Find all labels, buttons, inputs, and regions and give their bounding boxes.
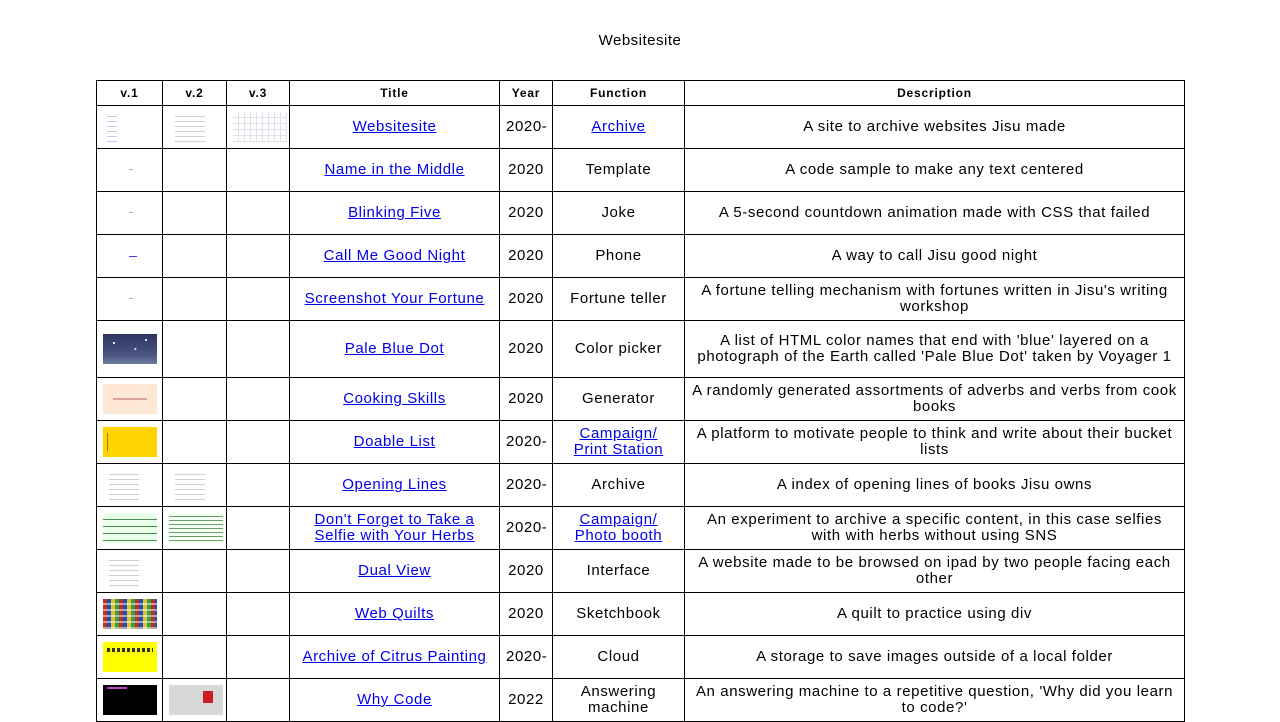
table-row xyxy=(97,636,1185,679)
description-cell: A way to call Jisu good night xyxy=(685,235,1185,278)
thumb-cell-v1 xyxy=(97,378,163,421)
thumb-cell-v2 xyxy=(163,636,227,679)
title-cell xyxy=(290,464,500,507)
thumb-cell-v3 xyxy=(227,464,290,507)
thumb-cell-v1 xyxy=(97,235,163,278)
year-cell: 2020- xyxy=(500,507,553,550)
thumbnail-v1[interactable] xyxy=(103,685,157,715)
page-title: Websitesite xyxy=(598,32,682,49)
function-cell xyxy=(553,507,685,550)
thumb-cell-v3 xyxy=(227,378,290,421)
title-cell xyxy=(290,507,500,550)
header-title: Title xyxy=(290,81,500,106)
description-cell: A website made to be browsed on ipad by two people facing each other xyxy=(685,550,1185,593)
description-cell: An answering machine to a repetitive question, 'Why did you learn to code?' xyxy=(685,679,1185,722)
header-v1: v.1 xyxy=(97,81,163,106)
thumbnail-v1[interactable] xyxy=(103,155,157,185)
thumb-cell-v2 xyxy=(163,149,227,192)
thumbnail-v1[interactable] xyxy=(103,112,157,142)
thumb-cell-v2 xyxy=(163,550,227,593)
year-cell: 2020- xyxy=(500,421,553,464)
thumb-cell-v1 xyxy=(97,149,163,192)
description-cell: A storage to save images outside of a local folder xyxy=(685,636,1185,679)
thumb-cell-v1 xyxy=(97,421,163,464)
thumbnail-v1[interactable] xyxy=(103,384,157,414)
title-link[interactable]: Screenshot Your Fortune xyxy=(304,290,485,307)
title-link[interactable]: Name in the Middle xyxy=(324,161,465,178)
title-cell xyxy=(290,378,500,421)
title-link[interactable]: Doable List xyxy=(353,433,436,450)
thumb-cell-v1 xyxy=(97,636,163,679)
header-row xyxy=(97,81,1185,106)
description-cell: A list of HTML color names that end with 'blue' layered on a photograph of the Earth called 'Pale Blue Dot' taken by Voyager 1 xyxy=(685,321,1185,378)
thumb-cell-v1 xyxy=(97,192,163,235)
header-v3: v.3 xyxy=(227,81,290,106)
thumbnail-v2[interactable] xyxy=(169,685,223,715)
function-link[interactable]: Archive xyxy=(591,118,646,135)
function-cell: Archive xyxy=(553,464,685,507)
function-cell: Generator xyxy=(553,378,685,421)
title-cell xyxy=(290,106,500,149)
description-cell: A randomly generated assortments of adverbs and verbs from cook books xyxy=(685,378,1185,421)
function-cell xyxy=(553,421,685,464)
title-cell xyxy=(290,321,500,378)
thumb-cell-v3 xyxy=(227,679,290,722)
title-cell xyxy=(290,278,500,321)
description-cell: A index of opening lines of books Jisu owns xyxy=(685,464,1185,507)
year-cell: 2020 xyxy=(500,192,553,235)
thumb-cell-v2 xyxy=(163,192,227,235)
title-cell xyxy=(290,593,500,636)
table-row xyxy=(97,106,1185,149)
function-cell: Sketchbook xyxy=(553,593,685,636)
thumb-cell-v3 xyxy=(227,106,290,149)
title-cell xyxy=(290,149,500,192)
thumbnail-v2[interactable] xyxy=(169,513,223,543)
thumb-cell-v1 xyxy=(97,550,163,593)
table-row xyxy=(97,149,1185,192)
year-cell: 2020- xyxy=(500,106,553,149)
function-cell: Cloud xyxy=(553,636,685,679)
title-link[interactable]: Dual View xyxy=(358,562,431,579)
thumb-cell-v2 xyxy=(163,235,227,278)
thumb-cell-v3 xyxy=(227,593,290,636)
description-cell: A code sample to make any text centered xyxy=(685,149,1185,192)
thumb-cell-v3 xyxy=(227,321,290,378)
function-cell xyxy=(553,106,685,149)
function-cell: Fortune teller xyxy=(553,278,685,321)
table-row xyxy=(97,235,1185,278)
title-line-2: Selfie with Your Herbs xyxy=(314,527,475,544)
function-link[interactable] xyxy=(575,511,663,544)
header-v2: v.2 xyxy=(163,81,227,106)
year-cell: 2020- xyxy=(500,636,553,679)
thumb-cell-v3 xyxy=(227,278,290,321)
year-cell: 2022 xyxy=(500,679,553,722)
thumb-cell-v2 xyxy=(163,278,227,321)
title-link[interactable]: Cooking Skills xyxy=(343,390,446,407)
thumbnail-v1[interactable] xyxy=(103,599,157,629)
thumb-cell-v2 xyxy=(163,321,227,378)
year-cell: 2020 xyxy=(500,149,553,192)
table-row xyxy=(97,421,1185,464)
table-row xyxy=(97,378,1185,421)
thumb-cell-v2 xyxy=(163,378,227,421)
title-link[interactable]: Blinking Five xyxy=(348,204,441,221)
description-cell: A 5-second countdown animation made with CSS that failed xyxy=(685,192,1185,235)
thumb-cell-v1 xyxy=(97,464,163,507)
thumbnail-v1[interactable] xyxy=(103,334,157,364)
table-row xyxy=(97,507,1185,550)
table-row xyxy=(97,593,1185,636)
table-row xyxy=(97,550,1185,593)
thumb-cell-v2 xyxy=(163,464,227,507)
title-cell xyxy=(290,421,500,464)
header-year: Year xyxy=(500,81,553,106)
title-link[interactable]: Call Me Good Night xyxy=(323,247,466,264)
table-row xyxy=(97,464,1185,507)
year-cell: 2020 xyxy=(500,593,553,636)
thumb-cell-v3 xyxy=(227,507,290,550)
thumbnail-v1[interactable] xyxy=(103,427,157,457)
thumb-cell-v1 xyxy=(97,593,163,636)
year-cell: 2020 xyxy=(500,321,553,378)
description-cell: A fortune telling mechanism with fortunes written in Jisu's writing workshop xyxy=(685,278,1185,321)
thumb-cell-v2 xyxy=(163,679,227,722)
function-cell: Joke xyxy=(553,192,685,235)
thumbnail-v1[interactable] xyxy=(103,284,157,314)
table-row xyxy=(97,192,1185,235)
title-cell xyxy=(290,550,500,593)
table-row xyxy=(97,321,1185,378)
function-line-1: Campaign/ xyxy=(579,511,658,528)
function-cell xyxy=(553,679,685,722)
year-cell: 2020 xyxy=(500,378,553,421)
title-line-1: Don't Forget to Take a xyxy=(314,511,475,528)
thumb-cell-v3 xyxy=(227,149,290,192)
function-line-2: Print Station xyxy=(573,441,664,458)
title-cell xyxy=(290,636,500,679)
websites-table xyxy=(96,80,1185,722)
title-link[interactable]: Archive of Citrus Painting xyxy=(302,648,487,665)
year-cell: 2020 xyxy=(500,550,553,593)
thumbnail-v1[interactable] xyxy=(103,513,157,543)
thumbnail-v2[interactable] xyxy=(169,112,223,142)
thumb-cell-v1 xyxy=(97,507,163,550)
thumbnail-v1[interactable] xyxy=(103,556,157,586)
title-link[interactable] xyxy=(314,511,474,544)
thumb-cell-v2 xyxy=(163,106,227,149)
thumb-cell-v1 xyxy=(97,321,163,378)
thumb-cell-v2 xyxy=(163,593,227,636)
function-cell: Interface xyxy=(553,550,685,593)
function-line-2: Photo booth xyxy=(574,527,663,544)
thumbnail-v3[interactable] xyxy=(233,112,287,142)
function-line-1: Campaign/ xyxy=(579,425,658,442)
thumb-cell-v3 xyxy=(227,192,290,235)
year-cell: 2020 xyxy=(500,278,553,321)
thumbnail-v1[interactable] xyxy=(103,241,157,271)
header-function: Function xyxy=(553,81,685,106)
thumb-cell-v3 xyxy=(227,550,290,593)
year-cell: 2020- xyxy=(500,464,553,507)
function-cell: Phone xyxy=(553,235,685,278)
thumb-cell-v3 xyxy=(227,636,290,679)
description-cell: An experiment to archive a specific content, in this case selfies with with herbs without using SNS xyxy=(685,507,1185,550)
title-link[interactable]: Websitesite xyxy=(352,118,437,135)
function-link[interactable] xyxy=(574,425,664,458)
thumbnail-v1[interactable] xyxy=(103,198,157,228)
thumb-cell-v1 xyxy=(97,278,163,321)
header-description: Description xyxy=(685,81,1185,106)
function-cell: Color picker xyxy=(553,321,685,378)
description-cell: A platform to motivate people to think and write about their bucket lists xyxy=(685,421,1185,464)
year-cell: 2020 xyxy=(500,235,553,278)
function-line-1: Answering xyxy=(580,683,657,700)
thumbnail-v2[interactable] xyxy=(169,470,223,500)
thumb-cell-v3 xyxy=(227,421,290,464)
thumb-cell-v2 xyxy=(163,421,227,464)
title-link[interactable]: Pale Blue Dot xyxy=(344,340,445,357)
title-link[interactable]: Why Code xyxy=(357,691,432,708)
thumbnail-v1[interactable] xyxy=(103,642,157,672)
thumb-cell-v3 xyxy=(227,235,290,278)
table-row xyxy=(97,679,1185,722)
description-cell: A quilt to practice using div xyxy=(685,593,1185,636)
title-cell xyxy=(290,192,500,235)
title-link[interactable]: Web Quilts xyxy=(354,605,435,622)
thumb-cell-v2 xyxy=(163,507,227,550)
function-line-2: machine xyxy=(588,699,649,716)
description-cell: A site to archive websites Jisu made xyxy=(685,106,1185,149)
table-row xyxy=(97,278,1185,321)
thumb-cell-v1 xyxy=(97,679,163,722)
title-cell xyxy=(290,679,500,722)
title-cell xyxy=(290,235,500,278)
thumb-cell-v1 xyxy=(97,106,163,149)
thumbnail-v1[interactable] xyxy=(103,470,157,500)
function-cell: Template xyxy=(553,149,685,192)
title-link[interactable]: Opening Lines xyxy=(342,476,447,493)
